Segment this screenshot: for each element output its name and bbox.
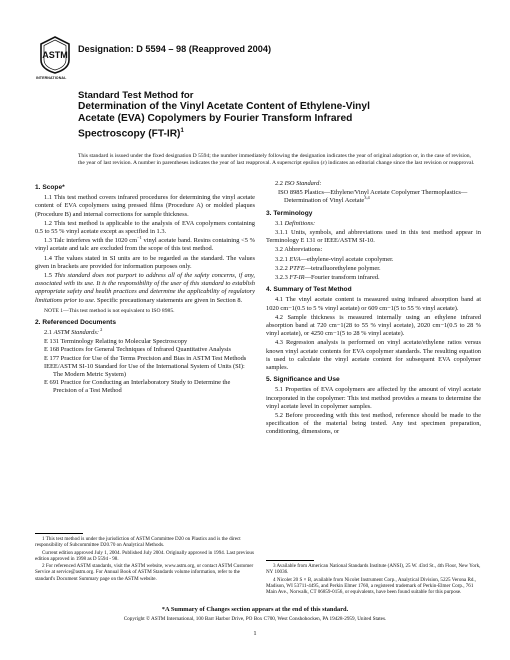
- para-3-1: 3.1 Definitions:: [275, 219, 316, 227]
- ref-item: E 177 Practice for Use of the Terms Precision and Bias in ASTM Test Methods: [44, 354, 247, 362]
- ref-item: IEEE/ASTM SI-10 Standard for Use of the International System of Units (SI): The Modern Metric System): [44, 362, 245, 379]
- title-line-1: Standard Test Method for: [78, 90, 194, 101]
- section-4-heading: 4. Summary of Test Method: [266, 286, 352, 294]
- svg-text:ASTM: ASTM: [42, 50, 68, 60]
- para-5-1: 5.1 Properties of EVA copolymers are affected by the amount of vinyl acetate incorporated in the copolymer: This test method provides a means to determine the vinyl acetate level in copolymer samples.: [266, 386, 481, 410]
- copyright-line: Copyright © ASTM International, 100 Barr Harbor Drive, PO Box C700, West Conshohocken, PA 19428-2959, United States.: [123, 616, 387, 622]
- section-3-heading: 3. Terminology: [266, 209, 313, 217]
- iso-ref-item: ISO 8985 Plastics—Ethylene/Vinyl Acetate Copolymer Thermoplastics—Determination of Vinyl Acetate$^{3,4}$: [278, 189, 468, 205]
- para-1-4: 1.4 The values stated in SI units are to be regarded as the standard. The values given in brackets are provided for information purposes only.: [35, 254, 255, 270]
- para-1-3: 1.3 Talc interferes with the 1020 $cm^{-1}$ vinyl acetate band. Resins containing <5 % vinyl acetate and talc are excluded from the scope of this test method.: [35, 235, 255, 253]
- title-line-2: Determination of the Vinyl Acetate Content of Ethylene-Vinyl: [78, 101, 370, 112]
- abbr-item: 3.2.2 PTFE—tetrafluorethylene polymer.: [275, 264, 381, 272]
- ref-item: E 131 Terminology Relating to Molecular Spectroscopy: [44, 338, 188, 346]
- logo-caption: INTERNATIONAL: [36, 76, 67, 80]
- section-2-heading: 2. Referenced Documents: [35, 318, 116, 326]
- page-number: 1: [253, 630, 257, 637]
- para-3-1-1: 3.1.1 Units, symbols, and abbreviations used in this test method appear in Terminology E 131 or IEEE/ASTM SI-10.: [266, 229, 481, 245]
- left-column: [35, 180, 255, 396]
- ref-item: E 691 Practice for Conducting an Interlaboratory Study to Determine the Precision of a Test Method: [44, 379, 231, 395]
- title-footnote-marker: 1: [180, 128, 184, 134]
- footnotes-right: [266, 563, 481, 596]
- para-4-3: 4.3 Regression analysis is performed on vinyl acetate/ethylene ratios versus known vinyl acetate contents for EVA copolymer standards. The resulting equation is used to calculate the vinyl acetate content for subsequent EVA copolymer samples.: [266, 339, 481, 372]
- footnote: 2 For referenced ASTM standards, visit the ASTM website, www.astm.org, or contact ASTM Customer Service at service@astm.org. For Annual Book of ASTM Standards volume information, refer to the standard's Document Summary page on the ASTM website.: [35, 563, 254, 582]
- title-line-3: Acetate (EVA) Copolymers by Fourier Transform Infrared: [78, 113, 353, 124]
- footnote: Current edition approved July 1, 2004. Published July 2004. Originally approved in 1994. Last previous edition approved in 1998 as D 5594 - 98.: [35, 549, 254, 562]
- para-5-2: 5.2 Before proceeding with this test method, reference should be made to the specification of the material being tested. Any test specimen preparation, conditioning, dimensions, or: [266, 412, 481, 436]
- right-column: [266, 180, 481, 438]
- footnote: 3 Available from American National Standards Institute (ANSI), 25 W. 43rd St., 4th Floor, New York, NY 10036.: [266, 563, 481, 576]
- para-4-2: 4.2 Sample thickness is measured internally using an ethylene infrared absorption band at 720 cm−1(28 to 55 % vinyl acetate), 2020 cm−1(0.5 to 28 % vinyl acetate), or 4250 cm−1(5 to 28 % vinyl acetate).: [266, 313, 481, 338]
- para-4-1: 4.1 The vinyl acetate content is measured using infrared absorption band at 1020 cm−1(0.5 to 5 % vinyl acetate) or 609 cm−1(5 to 55 % vinyl acetate).: [266, 296, 481, 312]
- designation: Designation: D 5594 – 98 (Reapproved 2004): [78, 44, 272, 54]
- astm-logo-icon: [40, 36, 70, 74]
- para-3-2: 3.2 Abbreviations:: [275, 246, 323, 254]
- issued-note: This standard is issued under the fixed designation D 5594; the number immediately following the designation indicates the year of original adoption or, in the case of revision, the year of last revision. A number in parentheses indicates the year of last reapproval. A superscript epsilon (ε) indicates an editorial change since the last revision or reapproval.: [78, 153, 475, 167]
- footnotes-left: [35, 536, 255, 583]
- footnote: 4 Nicolet 20 S × B, available from Nicolet Instrument Corp., Analytical Division, 5225 Verona Rd., Madison, WI 53711-4495, and Perkin Elmer 1760, a registered trademark of Perkin-Elmer Corp., 761 Main Ave., Norwalk, CT 06859-0156, or equivalents, have been found suitable for this purpose.: [266, 576, 476, 596]
- abbr-item: 3.2.1 EVA—ethylene-vinyl acetate copolymer.: [275, 255, 394, 263]
- section-1-heading: 1. Scope*: [35, 184, 65, 191]
- para-2-2: 2.2 ISO Standard:: [275, 180, 322, 187]
- footnote: 1 This test method is under the jurisdiction of ASTM Committee D20 on Plastics and is the direct responsibility of Subcommittee D20.70 on Analytical Methods.: [35, 536, 241, 549]
- summary-of-changes-note: *A Summary of Changes section appears at the end of this standard.: [161, 606, 349, 613]
- abbr-item: 3.2.3 FT-IR—Fourier transform infrared.: [275, 274, 380, 282]
- para-1-1: 1.1 This test method covers infrared procedures for determining the vinyl acetate content of EVA copolymers using pressed films (Procedure A) or molded plaques (Procedure B) and internal corrections for sample thickness.: [35, 194, 255, 218]
- para-1-5: 1.5 This standard does not purport to address all of the safety concerns, if any, associated with its use. It is the responsibility of the user of this standard to establish appropriate safety and health practices and determine the applicability of regulatory limitations prior to use. Specific precautionary statements are given in Section 8.: [35, 272, 256, 304]
- para-2-1: 2.1 ASTM Standards: $^2$: [44, 326, 103, 337]
- section-5-heading: 5. Significance and Use: [266, 376, 340, 384]
- footnote-rule-left: [35, 533, 83, 534]
- title-line-4: Spectroscopy $(FT-IR)^1$: [78, 128, 184, 140]
- ref-item: E 168 Practices for General Techniques of Infrared Quantitative Analysis: [44, 346, 232, 354]
- para-1-2: 1.2 This test method is applicable to the analysis of EVA copolymers containing 0.5 to 55 % vinyl acetate except as specified in 1.3.: [35, 219, 255, 236]
- document-title: [78, 90, 408, 140]
- note-1: NOTE 1—This test method is not equivalent to ISO 8985.: [44, 307, 175, 314]
- footnote-rule-right: [266, 560, 314, 561]
